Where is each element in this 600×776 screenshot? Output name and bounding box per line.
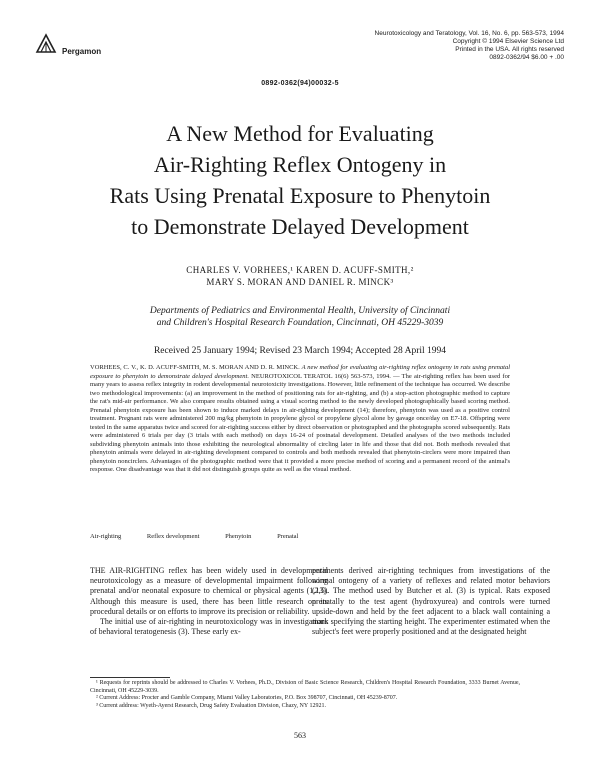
pii-identifier: 0892-0362(94)00032-5 xyxy=(261,80,339,87)
author-list xyxy=(100,264,500,288)
author-line: MARY S. MORAN AND DANIEL R. MINCK³ xyxy=(206,277,394,287)
journal-printed-line: Printed in the USA. All rights reserved xyxy=(455,46,564,53)
journal-citation-line: Neurotoxicology and Teratology, Vol. 16, No. 6, pp. 563-573, 1994 xyxy=(374,30,564,37)
author-line: CHARLES V. VORHEES,¹ KAREN D. ACUFF-SMITH,² xyxy=(186,265,414,275)
affiliation xyxy=(90,305,510,329)
abstract-citation-title: A new method for evaluating air-righting reflex ontogeny in rats using prenatal exposure to phenytoin to demonstrate delayed development. xyxy=(90,364,511,380)
body-column-right xyxy=(312,566,550,637)
page-number: 563 xyxy=(294,731,306,740)
keyword: Reflex development xyxy=(146,533,200,540)
abstract-citation: VORHEES, C. V., K. D. ACUFF-SMITH, M. S. MORAN AND D. R. MINCK. xyxy=(90,364,300,371)
keyword: Phenytoin xyxy=(225,533,252,540)
body-paragraph: The initial use of air-righting in neurotoxicology was in investigations of behavioral teratogenesis (3). These early ex- xyxy=(90,617,328,637)
publisher-logo xyxy=(30,30,102,62)
keyword: Air-righting xyxy=(90,533,122,540)
abstract xyxy=(90,364,510,475)
received-dates: Received 25 January 1994; Revised 23 March 1994; Accepted 28 April 1994 xyxy=(153,346,447,356)
pergamon-logo-icon xyxy=(34,32,58,56)
affiliation-line: and Children's Hospital Research Foundation, Cincinnati, OH 45229-3039 xyxy=(156,318,444,328)
title-line: Air-Righting Reflex Ontogeny in xyxy=(153,152,447,177)
title-line: Rats Using Prenatal Exposure to Phenytoin xyxy=(109,183,491,208)
footnote-divider xyxy=(90,677,170,678)
keywords xyxy=(90,533,510,540)
body-paragraph: THE AIR-RIGHTING reflex has been widely used in developmental neurotoxicology as a measure of developmental impairment following prenatal and/or neonatal exposure to chemical or physical agents (1,13). Although this measure is used, there has been little research on its procedural details or on efforts to improve its precision or reliability. xyxy=(90,566,328,616)
footnote: ¹ Requests for reprints should be addressed to Charles V. Vorhees, Ph.D., Division of Basic Science Research, Children's Hospital Research Foundation, 3333 Burnet Avenue, Cincinnati, OH 45229-3039. xyxy=(90,680,520,694)
footnotes xyxy=(90,680,520,710)
title-line: A New Method for Evaluating xyxy=(166,121,434,146)
keyword: Prenatal xyxy=(277,533,299,540)
footnote: ³ Current address: Wyeth-Ayerst Research, Drug Safety Evaluation Division, Chazy, NY 12921. xyxy=(96,702,326,709)
journal-copyright-line: Copyright © 1994 Elsevier Science Ltd xyxy=(452,38,564,45)
title-line: to Demonstrate Delayed Development xyxy=(131,214,469,239)
footnote: ² Current Address: Procter and Gamble Company, Miami Valley Laboratories, P.O. Box 398707, Cincinnati, OH 45239-8707. xyxy=(96,695,398,702)
publisher-name: Pergamon xyxy=(62,47,102,56)
abstract-body: NEUROTOXICOL TERATOL 16(6) 563-573, 1994. — The air-righting reflex has been used for many years to assess reflex integrity in rodent developmental neurotoxicity investigations. However, little refinement of the technique has occurred. We describe two methodological improvements: (a) an improvement in the method of positioning rats for air-righting, and (b) a stop-action photographic method to capture the rat's mid-air performance. We also compare results obtained using a visual scoring method to the newly developed photographically based scoring method. Prenatal phenytoin exposure has been shown to induce marked delays in air-righting development (14); therefore, phenytoin was used as a positive control treatment. Pregnant rats were administered 200 mg/kg phenytoin in propylene glycol or propylene glycol alone by gavage once/day on E7-18. Offspring were tested in the same apparatus twice and scored for air-righting success either by direct observation or photographed and the photographs scored subsequently. Rats were administered 6 trials per day (3 trials with each method) on days 16-24 of postnatal development. Detailed analyses of the two methods included subdividing phenytoin animals into those exhibiting the neurological abnormality of circling later in life and those that did not. Both methods revealed that phenytoin animals were delayed in air-righting development compared to controls and both methods revealed that phenytoin-circlers were more impaired than phenytoin noncirclers. Advantages of the photographic method were that it provided a more precise method of scoring and a permanent record of the animal's response. One disadvantage was that it did not distinguish groups quite as well as the visual method. xyxy=(90,372,510,473)
affiliation-line: Departments of Pediatrics and Environmental Health, University of Cincinnati xyxy=(149,306,451,316)
article-title xyxy=(40,118,560,242)
journal-price-line: 0892-0362/94 $6.00 + .00 xyxy=(489,54,564,61)
body-column-left xyxy=(90,566,328,637)
body-paragraph: periments derived air-righting techniques from investigations of the normal ontogeny of a variety of reflexes and related motor behaviors (2,5). The method used by Butcher et al. (3) is typical. Rats exposed prenatally to the test agent (hydroxyurea) and controls were turned upside-down and held by the feet adjacent to a black wall containing a mark specifying the starting height. The experimenter estimated when the subject's feet were properly positioned and at the designated height xyxy=(312,566,550,637)
